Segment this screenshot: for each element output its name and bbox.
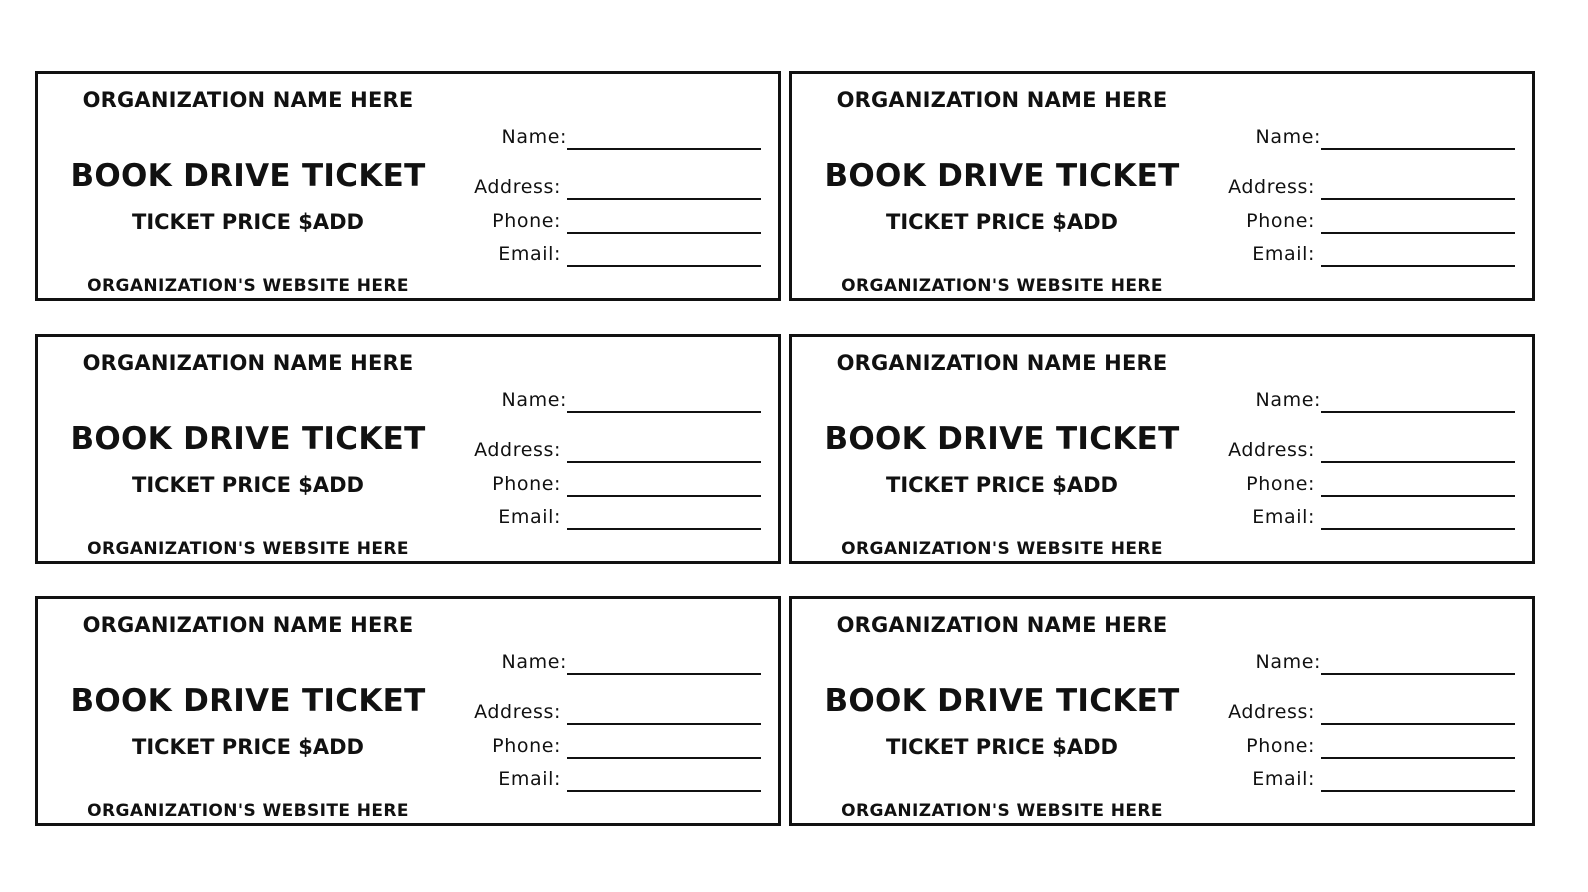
email-field bbox=[438, 504, 761, 530]
ticket-card bbox=[35, 71, 781, 301]
email-field bbox=[1192, 504, 1515, 530]
name-field bbox=[1192, 124, 1515, 150]
phone-field bbox=[438, 208, 761, 234]
phone-label: Phone: bbox=[492, 210, 561, 232]
address-blank-line[interactable] bbox=[567, 437, 761, 463]
name-label: Name: bbox=[501, 651, 567, 673]
name-blank-line[interactable] bbox=[1321, 649, 1515, 675]
organization-name: ORGANIZATION NAME HERE bbox=[836, 88, 1168, 112]
ticket-title: BOOK DRIVE TICKET bbox=[70, 421, 426, 457]
phone-field bbox=[1192, 733, 1515, 759]
address-blank-line[interactable] bbox=[567, 699, 761, 725]
email-field bbox=[438, 766, 761, 792]
phone-label: Phone: bbox=[1246, 210, 1315, 232]
email-blank-line[interactable] bbox=[567, 504, 761, 530]
ticket-title: BOOK DRIVE TICKET bbox=[824, 158, 1180, 194]
phone-field bbox=[1192, 208, 1515, 234]
organization-name: ORGANIZATION NAME HERE bbox=[82, 88, 414, 112]
email-field bbox=[1192, 766, 1515, 792]
ticket-title: BOOK DRIVE TICKET bbox=[824, 421, 1180, 457]
phone-blank-line[interactable] bbox=[567, 208, 761, 234]
name-field bbox=[1192, 649, 1515, 675]
address-field bbox=[1192, 437, 1515, 463]
email-label: Email: bbox=[498, 506, 561, 528]
address-blank-line[interactable] bbox=[567, 174, 761, 200]
name-blank-line[interactable] bbox=[567, 124, 761, 150]
organization-website: ORGANIZATION'S WEBSITE HERE bbox=[87, 539, 409, 559]
phone-label: Phone: bbox=[492, 473, 561, 495]
address-label: Address: bbox=[1228, 701, 1315, 723]
ticket-card bbox=[789, 71, 1535, 301]
organization-website: ORGANIZATION'S WEBSITE HERE bbox=[841, 801, 1163, 821]
phone-field bbox=[438, 471, 761, 497]
name-label: Name: bbox=[501, 126, 567, 148]
address-label: Address: bbox=[474, 176, 561, 198]
phone-label: Phone: bbox=[492, 735, 561, 757]
email-label: Email: bbox=[498, 768, 561, 790]
phone-label: Phone: bbox=[1246, 735, 1315, 757]
ticket-price: TICKET PRICE $ADD bbox=[886, 473, 1118, 497]
organization-name: ORGANIZATION NAME HERE bbox=[836, 613, 1168, 637]
name-label: Name: bbox=[1255, 126, 1321, 148]
email-blank-line[interactable] bbox=[567, 241, 761, 267]
organization-name: ORGANIZATION NAME HERE bbox=[836, 351, 1168, 375]
name-label: Name: bbox=[1255, 651, 1321, 673]
address-label: Address: bbox=[1228, 439, 1315, 461]
email-blank-line[interactable] bbox=[1321, 766, 1515, 792]
address-blank-line[interactable] bbox=[1321, 699, 1515, 725]
organization-name: ORGANIZATION NAME HERE bbox=[82, 613, 414, 637]
ticket-card bbox=[789, 334, 1535, 564]
name-blank-line[interactable] bbox=[567, 649, 761, 675]
name-field bbox=[438, 124, 761, 150]
address-field bbox=[438, 437, 761, 463]
phone-blank-line[interactable] bbox=[1321, 208, 1515, 234]
name-field bbox=[438, 387, 761, 413]
organization-website: ORGANIZATION'S WEBSITE HERE bbox=[841, 539, 1163, 559]
phone-field bbox=[438, 733, 761, 759]
name-label: Name: bbox=[1255, 389, 1321, 411]
organization-name: ORGANIZATION NAME HERE bbox=[82, 351, 414, 375]
ticket-title: BOOK DRIVE TICKET bbox=[70, 158, 426, 194]
address-field bbox=[1192, 174, 1515, 200]
name-blank-line[interactable] bbox=[567, 387, 761, 413]
organization-website: ORGANIZATION'S WEBSITE HERE bbox=[87, 801, 409, 821]
email-label: Email: bbox=[1252, 768, 1315, 790]
organization-website: ORGANIZATION'S WEBSITE HERE bbox=[841, 276, 1163, 296]
phone-blank-line[interactable] bbox=[1321, 733, 1515, 759]
ticket-card bbox=[789, 596, 1535, 826]
phone-field bbox=[1192, 471, 1515, 497]
ticket-price: TICKET PRICE $ADD bbox=[886, 735, 1118, 759]
ticket-price: TICKET PRICE $ADD bbox=[132, 210, 364, 234]
email-blank-line[interactable] bbox=[567, 766, 761, 792]
ticket-price: TICKET PRICE $ADD bbox=[886, 210, 1118, 234]
address-field bbox=[438, 174, 761, 200]
email-label: Email: bbox=[1252, 243, 1315, 265]
address-field bbox=[1192, 699, 1515, 725]
phone-blank-line[interactable] bbox=[567, 733, 761, 759]
ticket-price: TICKET PRICE $ADD bbox=[132, 735, 364, 759]
name-label: Name: bbox=[501, 389, 567, 411]
address-label: Address: bbox=[474, 701, 561, 723]
organization-website: ORGANIZATION'S WEBSITE HERE bbox=[87, 276, 409, 296]
email-field bbox=[1192, 241, 1515, 267]
email-field bbox=[438, 241, 761, 267]
email-label: Email: bbox=[1252, 506, 1315, 528]
address-label: Address: bbox=[474, 439, 561, 461]
ticket-price: TICKET PRICE $ADD bbox=[132, 473, 364, 497]
address-blank-line[interactable] bbox=[1321, 437, 1515, 463]
phone-label: Phone: bbox=[1246, 473, 1315, 495]
address-label: Address: bbox=[1228, 176, 1315, 198]
name-blank-line[interactable] bbox=[1321, 387, 1515, 413]
email-label: Email: bbox=[498, 243, 561, 265]
ticket-title: BOOK DRIVE TICKET bbox=[70, 683, 426, 719]
email-blank-line[interactable] bbox=[1321, 504, 1515, 530]
name-field bbox=[1192, 387, 1515, 413]
name-blank-line[interactable] bbox=[1321, 124, 1515, 150]
phone-blank-line[interactable] bbox=[567, 471, 761, 497]
address-blank-line[interactable] bbox=[1321, 174, 1515, 200]
address-field bbox=[438, 699, 761, 725]
name-field bbox=[438, 649, 761, 675]
ticket-card bbox=[35, 596, 781, 826]
email-blank-line[interactable] bbox=[1321, 241, 1515, 267]
ticket-title: BOOK DRIVE TICKET bbox=[824, 683, 1180, 719]
ticket-card bbox=[35, 334, 781, 564]
phone-blank-line[interactable] bbox=[1321, 471, 1515, 497]
